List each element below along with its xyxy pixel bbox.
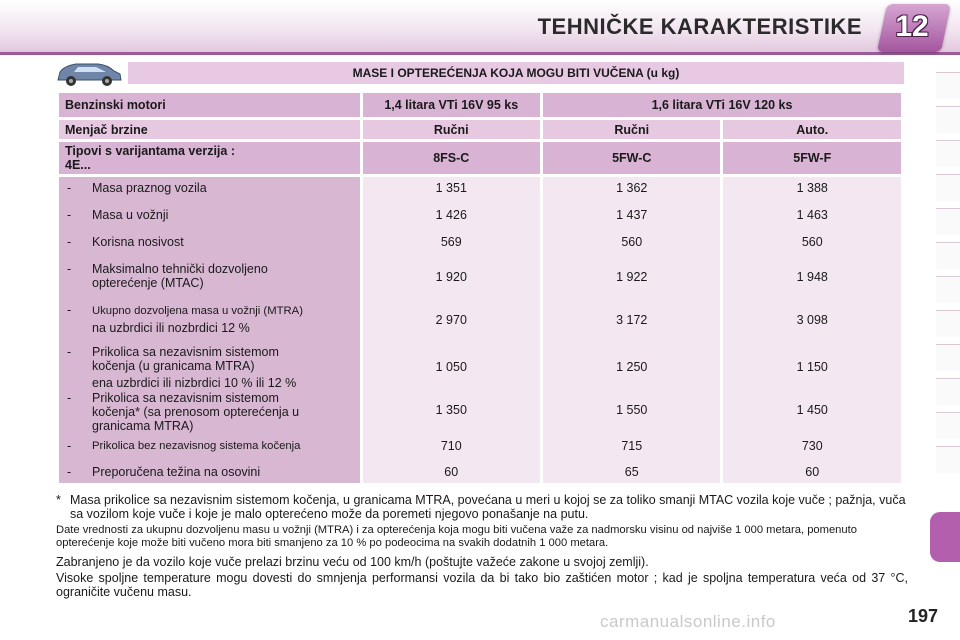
cell-value: 1 948 xyxy=(796,270,828,284)
side-tab[interactable] xyxy=(936,446,960,473)
footnote-altitude: Date vrednosti za ukupnu dozvoljenu masu u vožnji (MTRA) i za opterećenja koja mogu biti vučena važe za nadmorsku visinu od najviše 1 000 metara, pomenuto opterećenje koje može biti vučeno mora biti smanjeno za 10 % po podeocima na svakih dodatnih 1 000 metara. xyxy=(56,524,857,549)
types-label-line-2: 4E... xyxy=(65,158,91,172)
car-icon xyxy=(54,58,124,88)
cell-value: 710 xyxy=(440,439,462,453)
row-label-line: ena uzbrdici ili nizbrdici 10 % ili 12 % xyxy=(92,376,297,390)
engine-row xyxy=(59,93,901,117)
type-2: 5FW-C xyxy=(543,142,720,174)
engine-label: Benzinski motori xyxy=(59,93,360,117)
cell-value: 3 098 xyxy=(796,313,828,327)
table-title: MASE I OPTEREĆENJA KOJA MOGU BITI VUČENA (u kg) xyxy=(128,62,904,84)
cell-value: 60 xyxy=(444,465,459,479)
row-label-line: Maksimalno tehnički dozvoljeno xyxy=(92,262,268,276)
row-label-line: Prikolica sa nezavisnim sistemom xyxy=(92,345,279,359)
cell-value: 1 463 xyxy=(796,208,828,222)
row-label-line: Prikolica sa nezavisnim sistemom xyxy=(92,391,279,405)
cell-value: 65 xyxy=(624,465,639,479)
row-label xyxy=(92,262,356,290)
row-label: Prikolica bez nezavisnog sistema kočenja xyxy=(92,440,301,452)
cell-value: 1 922 xyxy=(616,270,648,284)
side-tab[interactable] xyxy=(936,276,960,303)
cell-value: 560 xyxy=(801,235,823,249)
gearbox-3: Auto. xyxy=(723,120,901,139)
row-label xyxy=(92,391,356,433)
row-label: Preporučena težina na osovini xyxy=(92,465,261,479)
side-tab[interactable] xyxy=(936,140,960,167)
side-tab[interactable] xyxy=(936,242,960,269)
cell-value: 560 xyxy=(621,235,643,249)
cell-value: 1 351 xyxy=(435,181,467,195)
cell-value: 1 250 xyxy=(616,360,648,374)
side-tab[interactable] xyxy=(936,208,960,235)
gearbox-label: Menjač brzine xyxy=(59,120,360,139)
cell-value: 3 172 xyxy=(616,313,648,327)
side-tab[interactable] xyxy=(936,174,960,201)
page-number: 197 xyxy=(907,606,938,626)
cell-value: 1 150 xyxy=(796,360,828,374)
row-label-line: kočenja (u granicama MTRA) xyxy=(92,359,255,373)
values-column-3 xyxy=(723,177,901,483)
engine-col-2: 1,6 litara VTi 16V 120 ks xyxy=(543,93,901,117)
cell-value: 1 350 xyxy=(435,403,467,417)
cell-value: 569 xyxy=(440,235,462,249)
footnote-star-text: Masa prikolice sa nezavisnim sistemom kočenja, u granicama MTRA, povećana u meri u kojoj se za toliko smanji MTAC vozila koje vuče ; pažnja, vuča sa vozilom koje vuče i koje je malo opterećeno može da poremeti njegovo ponašanje na putu. xyxy=(70,493,906,521)
cell-value: 1 550 xyxy=(616,403,648,417)
cell-value: 1 050 xyxy=(435,360,467,374)
cell-value: 1 426 xyxy=(435,208,467,222)
row-label: Masa praznog vozila xyxy=(92,181,207,195)
types-row xyxy=(59,142,901,174)
row-label-line: Ukupno dozvoljena masa u vožnji (MTRA) xyxy=(92,305,303,317)
engine-col-1: 1,4 litara VTi 16V 95 ks xyxy=(363,93,540,117)
cell-value: 60 xyxy=(805,465,820,479)
row-label-line: kočenja* (sa prenosom opterećenja u xyxy=(92,405,300,419)
types-label xyxy=(59,142,360,174)
row-label xyxy=(92,345,356,390)
chapter-number: 12 xyxy=(895,10,929,43)
values-column-1 xyxy=(363,177,540,483)
body-rows xyxy=(59,177,901,483)
cell-value: 1 920 xyxy=(435,270,467,284)
side-tab[interactable] xyxy=(936,378,960,405)
watermark: carmanualsonline.info xyxy=(600,612,776,631)
row-label-line: na uzbrdici ili nozbrdici 12 % xyxy=(92,321,250,335)
specs-table xyxy=(56,90,904,486)
type-1: 8FS-C xyxy=(363,142,540,174)
cell-value: 715 xyxy=(621,439,643,453)
side-tab[interactable] xyxy=(936,344,960,371)
footnote-asterisk: * xyxy=(56,493,61,507)
footnote-temperature: Visoke spoljne temperature mogu dovesti do smnjenja performansi vozila da bi tako bio zaštićen motor ; kad je spoljna temperatura veća od 37 °C, ograničite vučenu masu. xyxy=(56,571,908,599)
page-title: TEHNIČKE KARAKTERISTIKE xyxy=(537,14,862,39)
side-tab[interactable] xyxy=(936,412,960,439)
cell-value: 730 xyxy=(801,439,823,453)
types-label-line-1: Tipovi s varijantama verzija : xyxy=(65,144,235,158)
row-label-line: granicama MTRA) xyxy=(92,419,194,433)
chapter-side-tabs xyxy=(932,72,960,572)
gearbox-2: Ručni xyxy=(543,120,720,139)
side-tab-active[interactable] xyxy=(930,512,960,562)
side-tab[interactable] xyxy=(936,106,960,133)
footnote-star xyxy=(56,493,908,521)
cell-value: 1 362 xyxy=(616,181,648,195)
cell-value: 2 970 xyxy=(435,313,467,327)
row-label: Korisna nosivost xyxy=(92,235,184,249)
cell-value: 1 450 xyxy=(796,403,828,417)
cell-value: 1 437 xyxy=(616,208,648,222)
values-column-2 xyxy=(543,177,720,483)
type-3: 5FW-F xyxy=(723,142,901,174)
row-label xyxy=(92,303,356,335)
labels-column: - Masa praznog vozila - Masa u vožnji - Korisna nosivost - Maksimalno tehnički dozvoljeno opterećenje (MTAC) - Ukupno dozvoljena masa u vožnji (MTRA) na uzbrdici ili nozbrdici 12 % - Prikolica sa nezavisnim sistemom kočenja (u granicama MTRA) ena uzbrdici ili nizbrdici 10 % ili 12 % - Prikolica sa nezavisnim sistemom kočenja* (sa prenosom opterećenja u granicama MTRA) - Prikolica bez nezavisnog sistema kočenja - Preporučena težina na osovini xyxy=(59,177,360,483)
footnote-speed: Zabranjeno je da vozilo koje vuče prelazi brzinu veću od 100 km/h (poštujte važeće zakone u svojoj zemlji). xyxy=(56,555,649,569)
side-tab[interactable] xyxy=(936,72,960,99)
side-tab[interactable] xyxy=(936,310,960,337)
gearbox-row xyxy=(59,120,901,139)
row-label: Masa u vožnji xyxy=(92,208,169,222)
row-label-line: opterećenje (MTAC) xyxy=(92,276,204,290)
cell-value: 1 388 xyxy=(796,181,828,195)
gearbox-1: Ručni xyxy=(363,120,540,139)
